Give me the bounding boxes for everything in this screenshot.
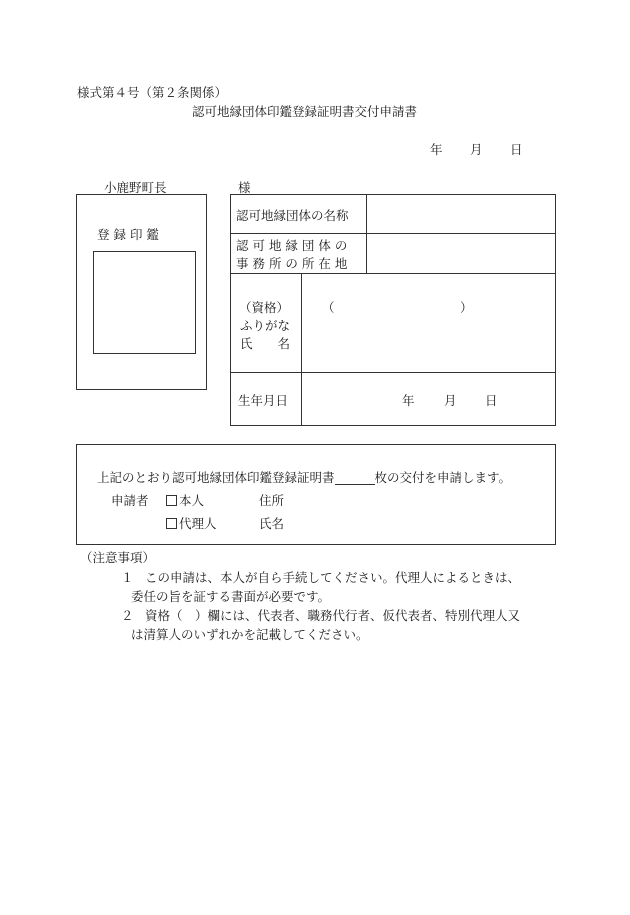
org-address-label-line1: 認 可 地 縁 団 体 の: [236, 238, 348, 253]
seal-impression-area[interactable]: [93, 251, 196, 354]
org-address-field[interactable]: [369, 236, 553, 272]
furigana-label: ふりがな: [240, 318, 291, 333]
org-address-label-line2: 事 務 所 の 所 在 地: [236, 256, 348, 271]
table-divider: [230, 273, 556, 274]
copy-count-field[interactable]: [335, 472, 375, 485]
note-1-number: １: [121, 570, 134, 585]
honorific: 様: [238, 180, 251, 195]
date-year-label: 年: [430, 142, 443, 157]
birth-year-label: 年: [402, 393, 415, 408]
agent-checkbox[interactable]: [166, 518, 177, 529]
option-agent-label: 代理人: [179, 516, 217, 531]
org-name-label: 認可地縁団体の名称: [236, 208, 349, 223]
registered-seal-box: [76, 194, 207, 390]
applicant-label: 申請者: [111, 493, 149, 508]
date-day-label: 日: [510, 142, 523, 157]
birth-day-label: 日: [485, 393, 498, 408]
birthdate-label: 生年月日: [238, 393, 289, 408]
note-1-line1: この申請は、本人が自ら手続してください。代理人によるときは、: [145, 570, 521, 585]
addressee: 小鹿野町長: [104, 180, 167, 195]
note-2-line2: は清算人のいずれかを記載してください。: [131, 627, 369, 642]
note-2-number: ２: [121, 608, 134, 623]
request-sentence-before: 上記のとおり認可地縁団体印鑑登録証明書: [97, 470, 335, 485]
form-number: 様式第４号（第２条関係）: [77, 85, 228, 100]
signature-name-label: 氏名: [259, 516, 285, 531]
table-divider: [366, 194, 367, 273]
option-self[interactable]: [166, 491, 204, 509]
note-2-line1: 資格（ ）欄には、代表者、職務代行者、仮代表者、特別代理人又: [145, 608, 521, 623]
option-self-label: 本人: [179, 493, 205, 508]
date-month-label: 月: [470, 142, 483, 157]
table-divider: [230, 372, 556, 373]
name-label: 氏 名: [240, 336, 291, 351]
org-name-field[interactable]: [369, 196, 553, 232]
applicant-name-field[interactable]: [304, 276, 554, 370]
qualification-label: （資格）: [239, 300, 290, 315]
note-1-line2: 委任の旨を証する書面が必要です。: [131, 589, 331, 604]
option-agent[interactable]: [166, 514, 217, 532]
qualification-paren-close: ）: [460, 300, 473, 315]
form-title: 認可地縁団体印鑑登録証明書交付申請書: [192, 104, 418, 119]
registered-seal-label: 登 録 印 鑑: [97, 227, 159, 242]
table-divider: [301, 273, 302, 426]
birth-month-label: 月: [444, 393, 457, 408]
qualification-paren-open: （: [322, 300, 335, 315]
birthdate-field[interactable]: [304, 375, 554, 423]
table-divider: [230, 233, 556, 234]
request-sentence: [97, 468, 511, 486]
notes-heading: （注意事項）: [80, 550, 156, 565]
address-label: 住所: [259, 493, 285, 508]
request-sentence-after: 枚の交付を申請します。: [374, 470, 512, 485]
self-checkbox[interactable]: [166, 495, 177, 506]
request-box: [76, 444, 556, 545]
